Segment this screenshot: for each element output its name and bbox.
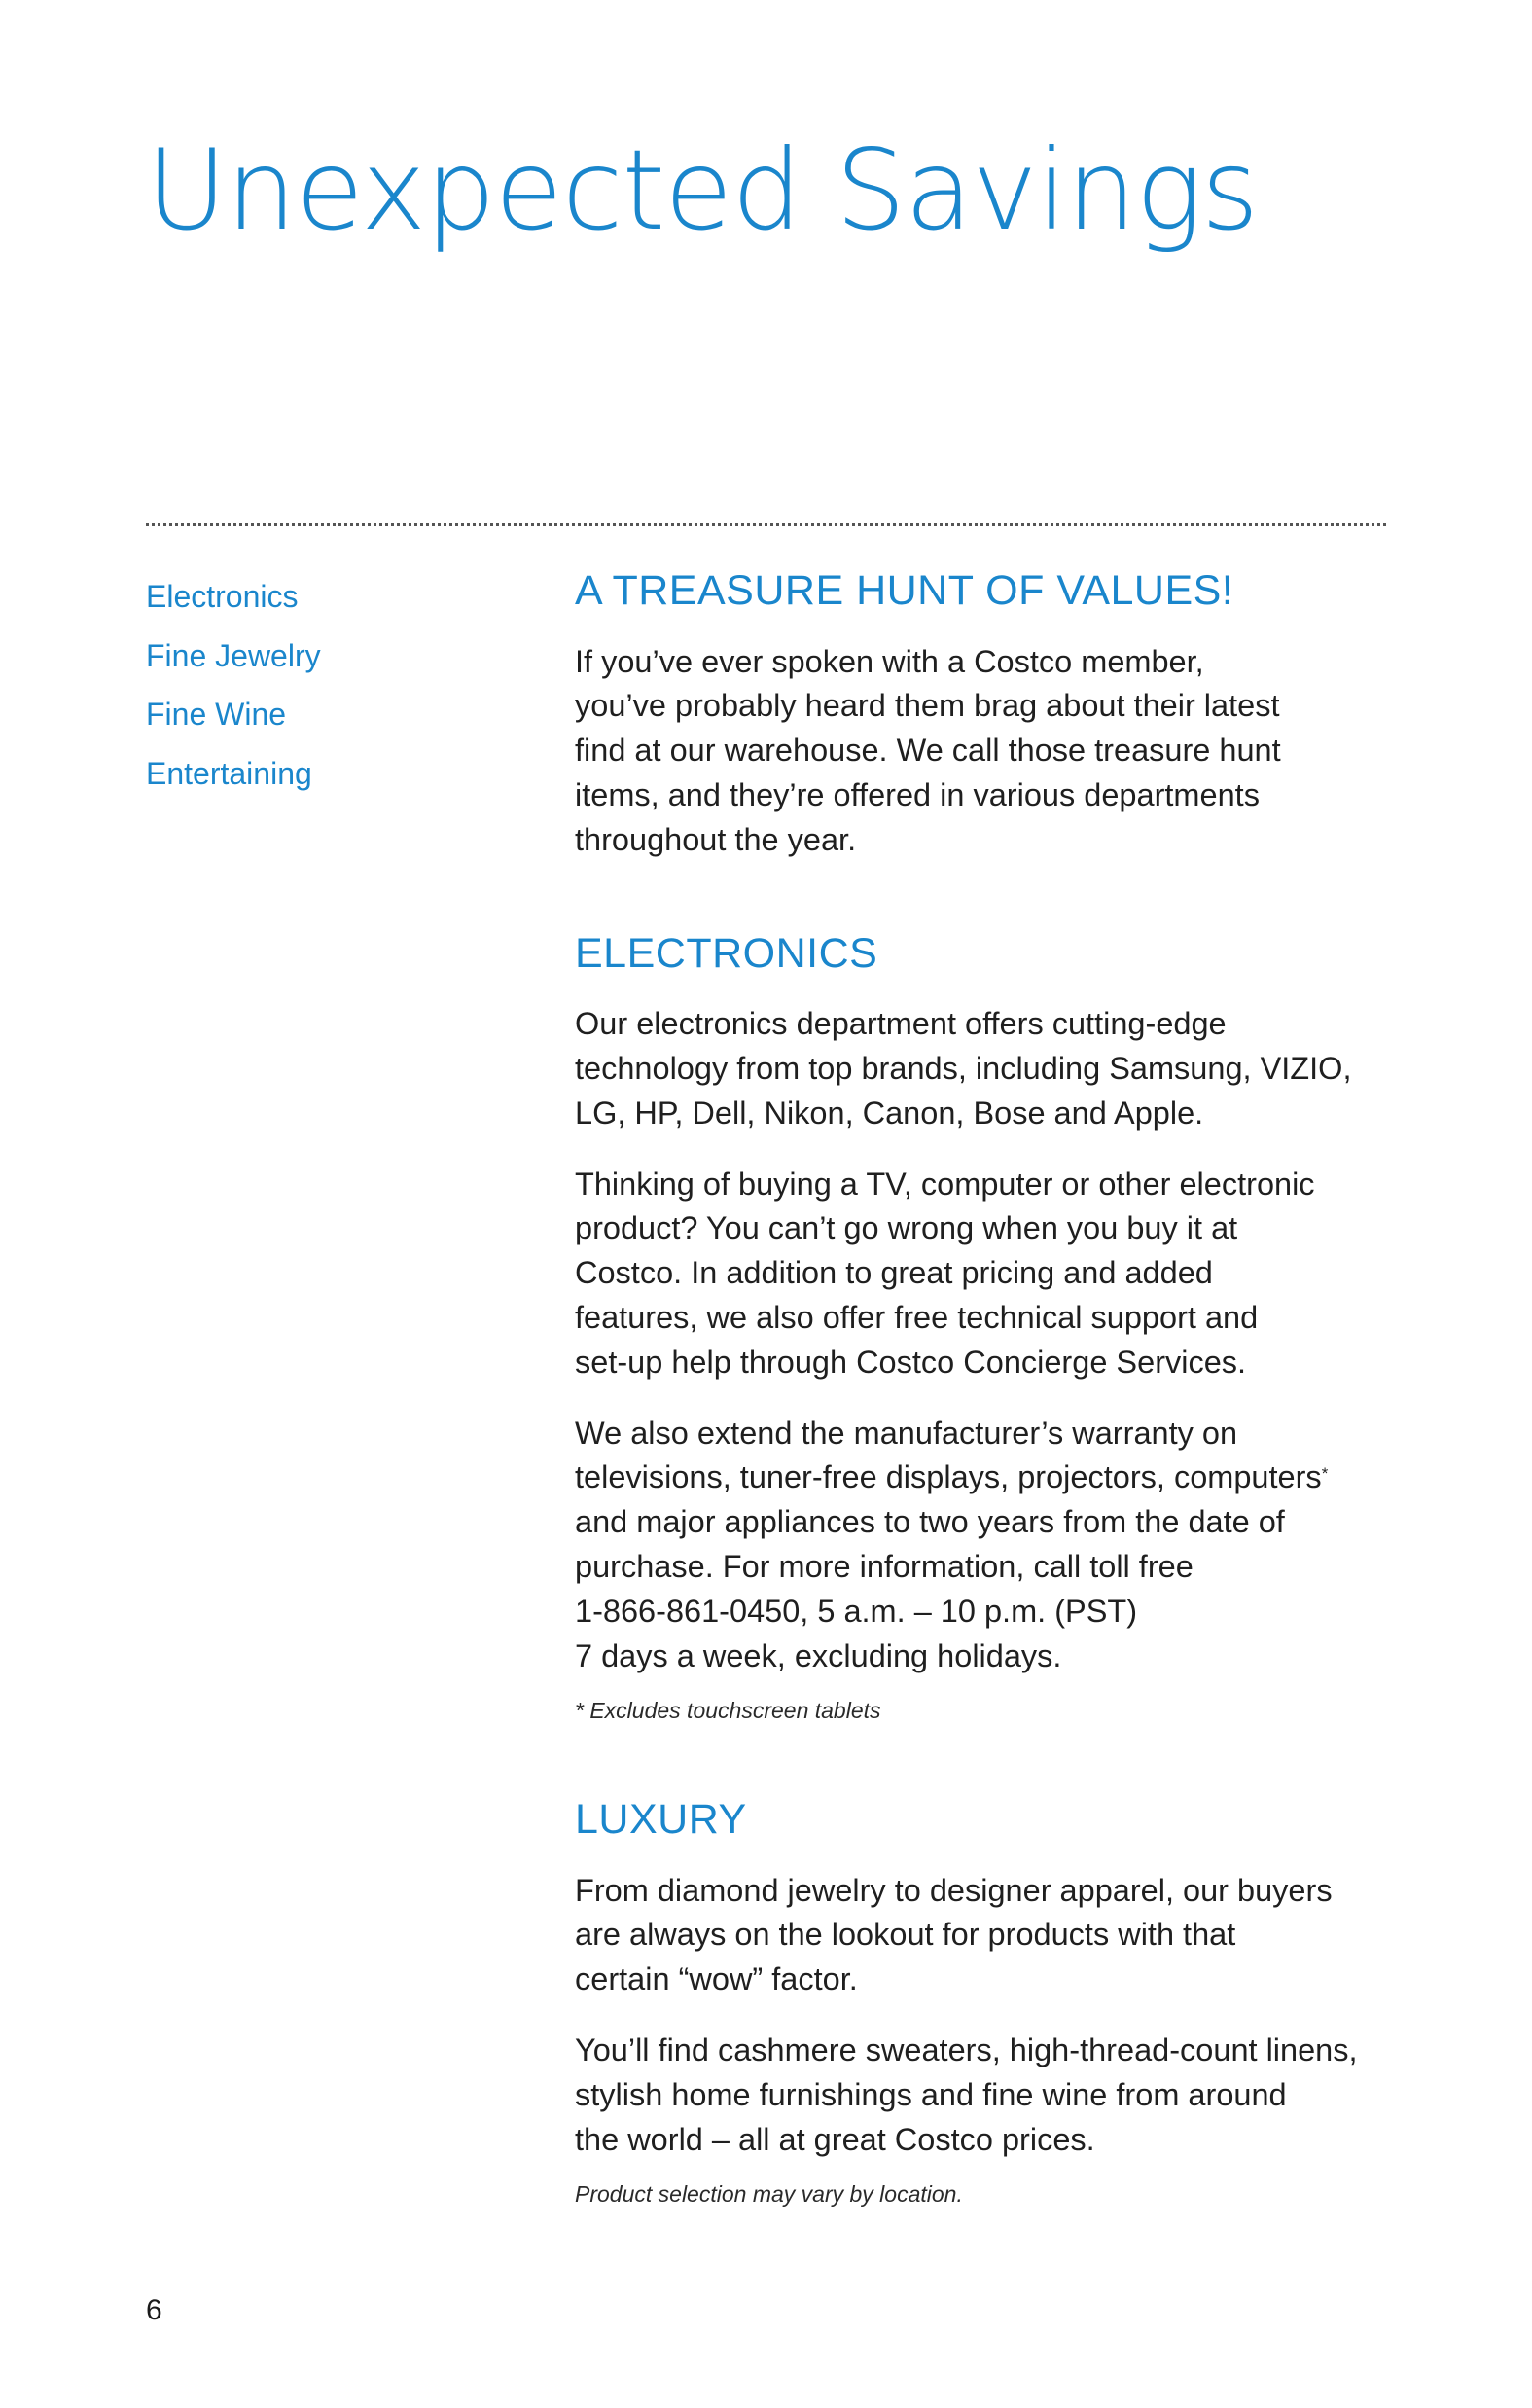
text-line: and major appliances to two years from the date of	[575, 1504, 1285, 1540]
text-line: items, and they’re offered in various departments	[575, 776, 1260, 812]
sidebar-nav	[146, 567, 496, 803]
text-line: features, we also offer free technical support and	[575, 1299, 1259, 1335]
text-line: From diamond jewelry to designer apparel, our buyers	[575, 1872, 1333, 1908]
text-line: 1-866-861-0450, 5 a.m. – 10 p.m. (PST)	[575, 1593, 1138, 1629]
text-line: stylish home furnishings and fine wine from around	[575, 2076, 1287, 2112]
sidebar-item-entertaining[interactable]: Entertaining	[146, 755, 312, 791]
text-line: Costco. In addition to great pricing and added	[575, 1255, 1213, 1291]
text-line: technology from top brands, including Samsung, VIZIO,	[575, 1050, 1352, 1086]
text-line: purchase. For more information, call toll free	[575, 1548, 1194, 1584]
section-treasure-hunt	[575, 566, 1421, 863]
page-title: Unexpected Savings	[146, 126, 1259, 255]
section-heading: A TREASURE HUNT OF VALUES!	[575, 567, 1234, 614]
text-line: If you’ve ever spoken with a Costco member,	[575, 643, 1204, 679]
page-number: 6	[146, 2294, 162, 2326]
text-line: 7 days a week, excluding holidays.	[575, 1637, 1062, 1673]
text-line: Our electronics department offers cutting-edge	[575, 1006, 1227, 1042]
footnote: Product selection may vary by location.	[575, 2181, 963, 2208]
sidebar-item-fine-jewelry[interactable]: Fine Jewelry	[146, 637, 321, 673]
paragraph	[575, 1002, 1421, 1135]
footnote: * Excludes touchscreen tablets	[575, 1698, 881, 1724]
sidebar-item-electronics[interactable]: Electronics	[146, 579, 299, 614]
section-electronics	[575, 929, 1421, 1725]
text-line: set-up help through Costco Concierge Services.	[575, 1344, 1247, 1380]
dotted-divider	[146, 523, 1386, 526]
section-heading: LUXURY	[575, 1795, 747, 1843]
section-heading: ELECTRONICS	[575, 929, 878, 977]
main-content	[575, 566, 1421, 2209]
text-line: televisions, tuner-free displays, projectors, computers	[575, 1459, 1322, 1495]
text-line: You’ll find cashmere sweaters, high-thread-count linens,	[575, 2031, 1358, 2067]
paragraph	[575, 1412, 1421, 1679]
sidebar-item-fine-wine[interactable]: Fine Wine	[146, 697, 287, 732]
section-luxury	[575, 1795, 1421, 2209]
text-line: LG, HP, Dell, Nikon, Canon, Bose and Apple.	[575, 1095, 1204, 1131]
text-line: are always on the lookout for products with that	[575, 1917, 1236, 1953]
text-line: find at our warehouse. We call those treasure hunt	[575, 733, 1281, 769]
paragraph	[575, 1163, 1421, 1385]
text-line: Thinking of buying a TV, computer or other electronic	[575, 1166, 1315, 1202]
text-line: product? You can’t go wrong when you buy it at	[575, 1210, 1238, 1246]
text-line: you’ve probably heard them brag about their latest	[575, 688, 1280, 724]
paragraph	[575, 2029, 1421, 2162]
text-line: We also extend the manufacturer’s warranty on	[575, 1415, 1238, 1451]
footnote-marker: *	[1321, 1464, 1329, 1484]
paragraph	[575, 640, 1421, 863]
text-line: throughout the year.	[575, 821, 857, 857]
text-line: certain “wow” factor.	[575, 1961, 858, 1997]
text-line: the world – all at great Costco prices.	[575, 2121, 1095, 2157]
paragraph	[575, 1869, 1421, 2002]
